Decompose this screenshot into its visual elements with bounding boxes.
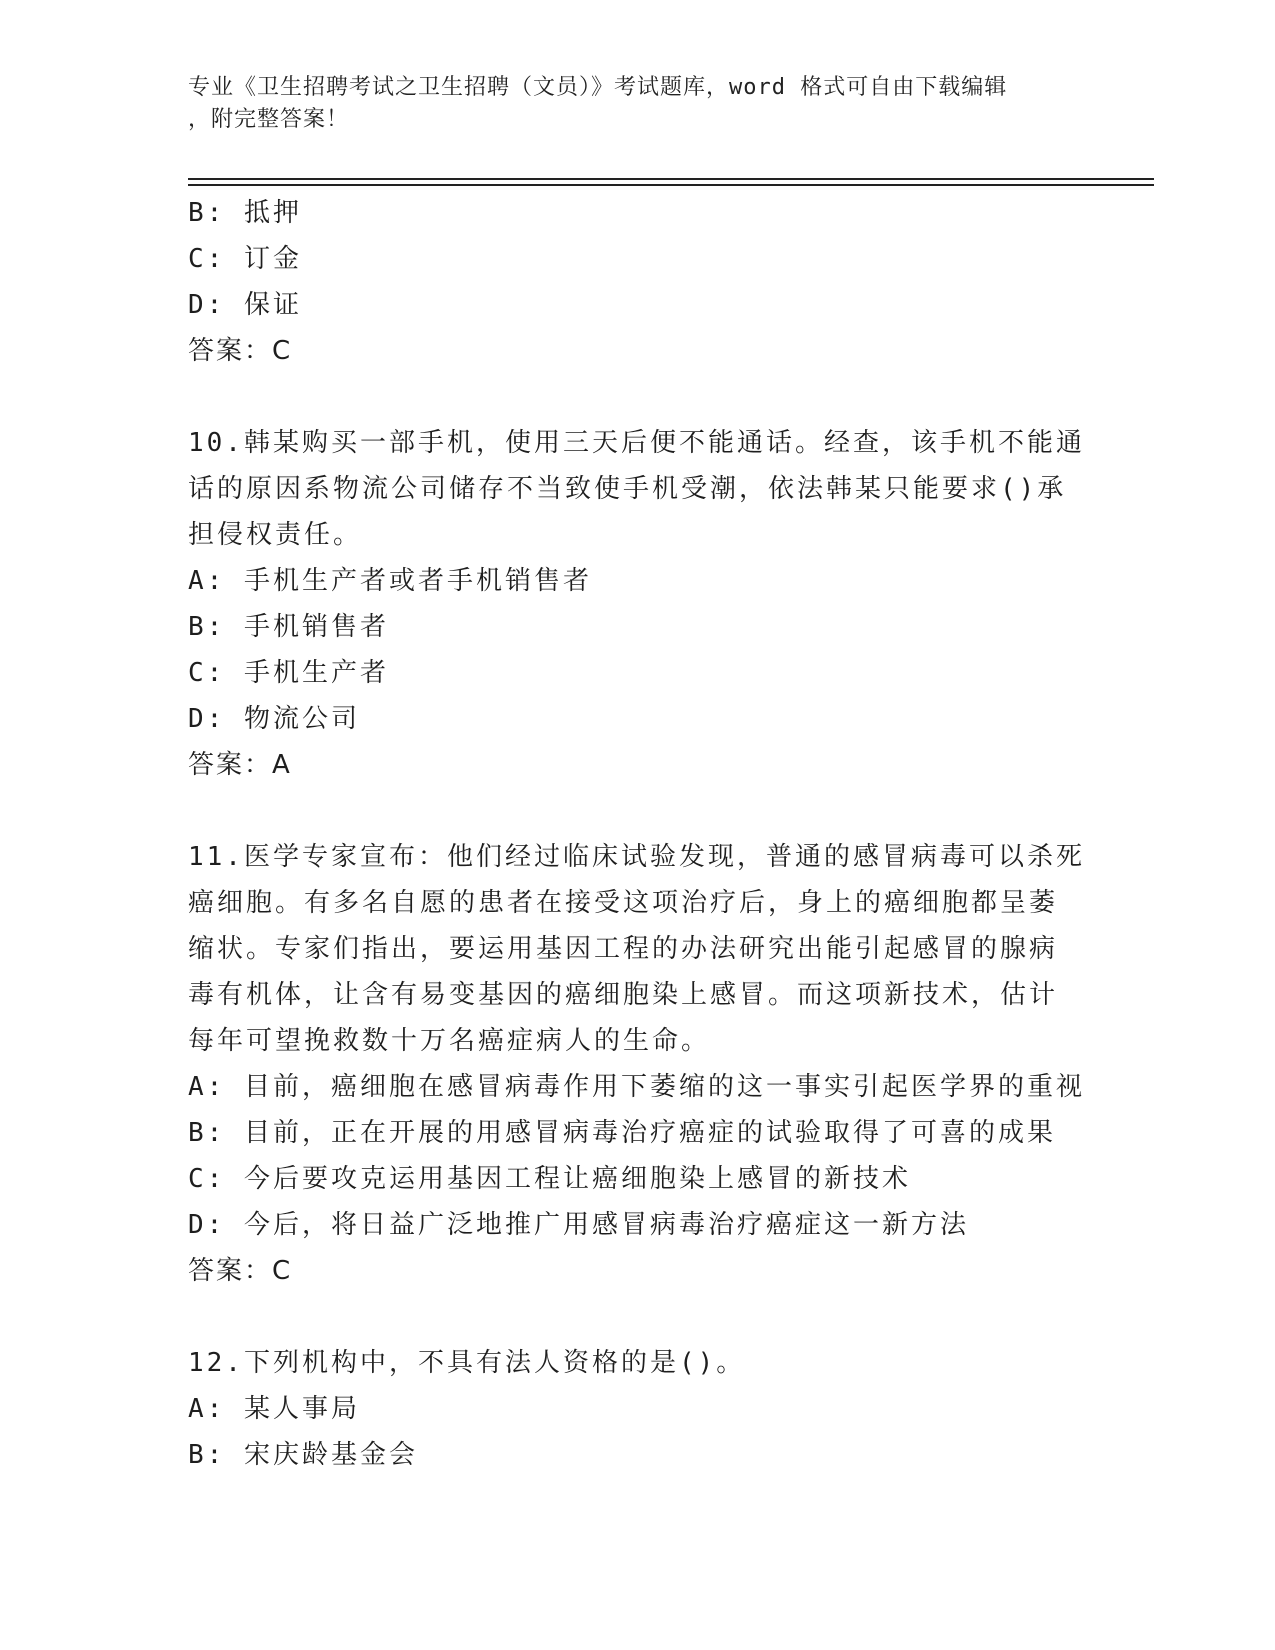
header-divider-top (188, 178, 1154, 180)
option-b: B: 目前，正在开展的用感冒病毒治疗癌症的试验取得了可喜的成果 (188, 1118, 1056, 1148)
question-stem: 癌细胞。有多名自愿的患者在接受这项治疗后，身上的癌细胞都呈萎 (188, 888, 1059, 918)
question-9 (188, 190, 1088, 374)
spacer (188, 788, 1088, 834)
question-stem: 毒有机体，让含有易变基因的癌细胞染上感冒。而这项新技术，估计 (188, 980, 1059, 1010)
option-b: B: 手机销售者 (188, 612, 389, 642)
option-a: A: 手机生产者或者手机销售者 (188, 566, 592, 596)
document-header (188, 72, 1068, 136)
option-c: C: 订金 (188, 244, 302, 274)
option-b: B: 宋庆龄基金会 (188, 1440, 418, 1470)
question-stem: 担侵权责任。 (188, 520, 363, 550)
option-d: D: 物流公司 (188, 704, 360, 734)
question-stem: 12.下列机构中，不具有法人资格的是()。 (188, 1348, 746, 1378)
option-a: A: 某人事局 (188, 1394, 360, 1424)
question-stem: 10.韩某购买一部手机，使用三天后便不能通话。经查，该手机不能通 (188, 428, 1085, 458)
question-stem: 缩状。专家们指出，要运用基因工程的办法研究出能引起感冒的腺病 (188, 934, 1059, 964)
header-divider-bottom (188, 184, 1154, 186)
question-stem: 11.医学专家宣布：他们经过临床试验发现，普通的感冒病毒可以杀死 (188, 842, 1085, 872)
option-c: C: 今后要攻克运用基因工程让癌细胞染上感冒的新技术 (188, 1164, 911, 1194)
spacer (188, 1294, 1088, 1340)
answer: 答案：C (188, 1256, 293, 1286)
question-list (188, 190, 1088, 1478)
answer: 答案：A (188, 750, 292, 780)
option-b: B: 抵押 (188, 198, 302, 228)
question-10 (188, 420, 1088, 788)
spacer (188, 374, 1088, 420)
question-stem: 每年可望挽救数十万名癌症病人的生命。 (188, 1026, 711, 1056)
header-line-1: 专业《卫生招聘考试之卫生招聘（文员）》考试题库，word 格式可自由下载编辑 (188, 75, 1008, 100)
answer: 答案：C (188, 336, 293, 366)
question-stem: 话的原因系物流公司储存不当致使手机受潮，依法韩某只能要求()承 (188, 474, 1067, 504)
question-11 (188, 834, 1088, 1294)
option-d: D: 今后，将日益广泛地推广用感冒病毒治疗癌症这一新方法 (188, 1210, 969, 1240)
option-d: D: 保证 (188, 290, 302, 320)
question-12 (188, 1340, 1088, 1478)
option-c: C: 手机生产者 (188, 658, 389, 688)
option-a: A: 目前，癌细胞在感冒病毒作用下萎缩的这一事实引起医学界的重视 (188, 1072, 1085, 1102)
header-line-2: ，附完整答案！ (188, 107, 350, 132)
